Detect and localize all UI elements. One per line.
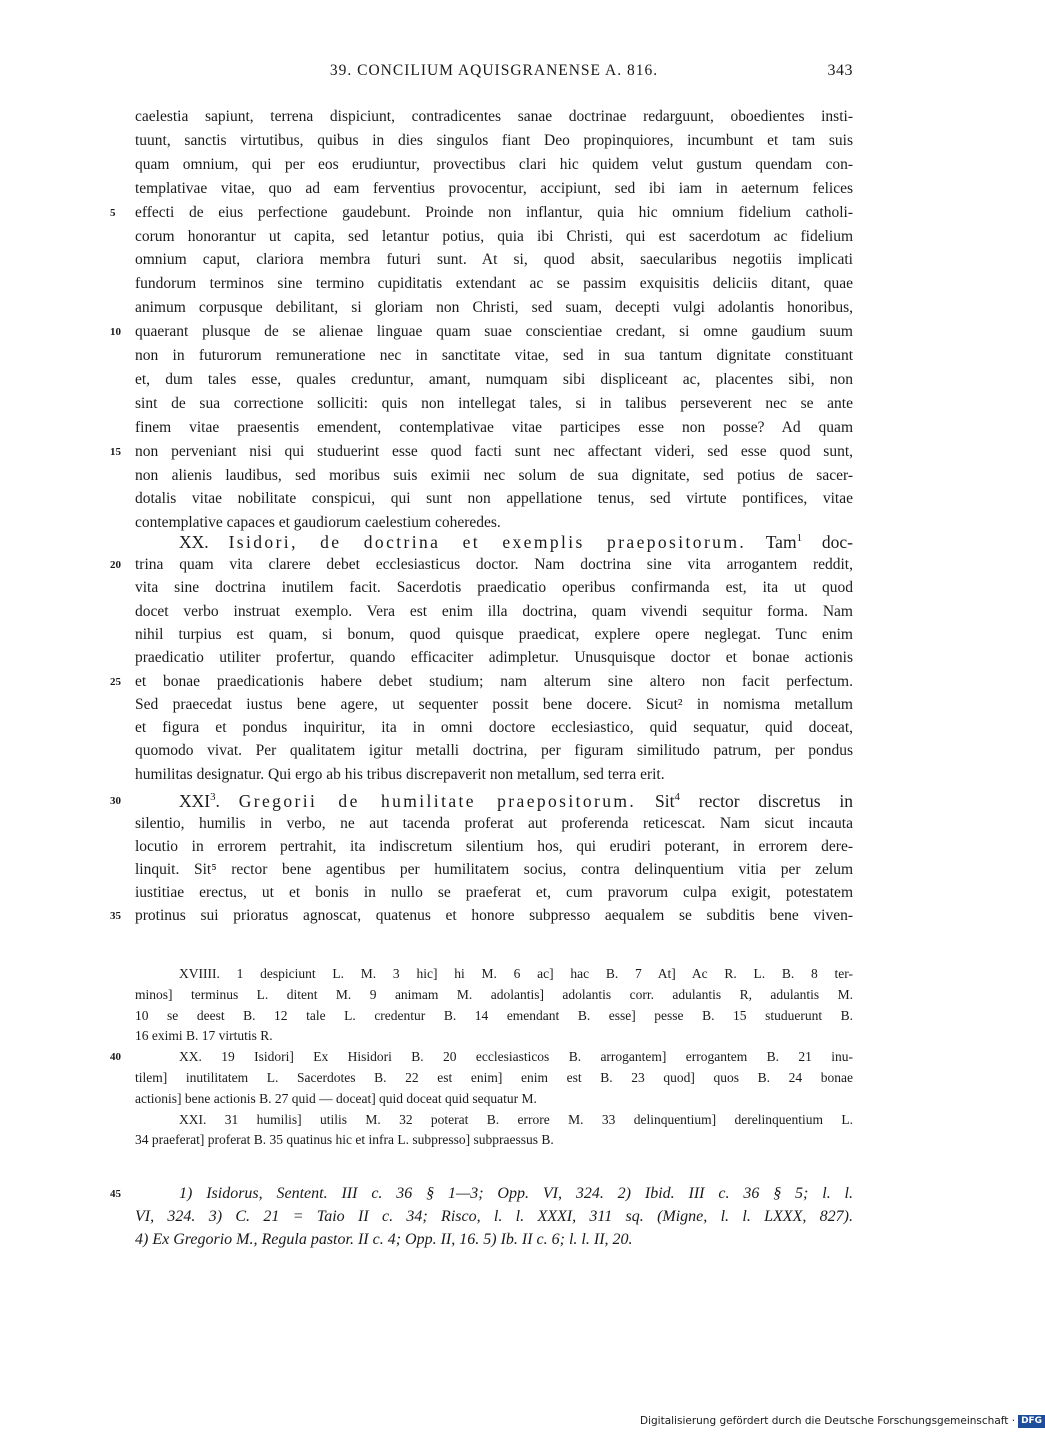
- text-line: tuunt, sanctis virtutibus, quibus in dies singulos fiant Deo propinquiores, incumbunt et tam suis: [135, 131, 853, 149]
- section-title: Isidori, de doctrina et exemplis praepositorum.: [228, 532, 747, 552]
- apparatus-line: 34 praeferat] proferat B. 35 quatinus hic et infra L. subpresso] subpraessus B.: [135, 1132, 554, 1148]
- text-line: iustitiae erectus, ut et bonis in nullo se praeferat et, cum pravorum culpa exigit, potestatem: [135, 884, 853, 901]
- footnote-line: VI, 324. 3) C. 21 = Taio II c. 34; Risco, l. l. XXXI, 311 sq. (Migne, l. l. LXXX, 827).: [135, 1207, 853, 1225]
- text-line: docet verbo instruat exemplo. Vera est enim illa doctrina, quam vivendi sequitur forma. Nam: [135, 602, 853, 620]
- text-line: sint de sua correctione solliciti: quis non intellegat tales, si in talibus perseverent nec se ante: [135, 394, 853, 412]
- apparatus-line: XXI. 31 humilis] utilis M. 32 poterat B. errore M. 33 delinquentium] derelinquentium L.: [179, 1111, 853, 1127]
- page-number: 343: [827, 62, 853, 79]
- footnote-line: 4) Ex Gregorio M., Regula pastor. II c. 4; Opp. II, 16. 5) Ib. II c. 6; l. l. II, 20.: [135, 1230, 633, 1248]
- section-number: XX.: [179, 532, 209, 552]
- line-number: 45: [110, 1188, 121, 1200]
- text-line: quomodo vivat. Per qualitatem igitur metalli doctrina, per figuram similitudo patrum, per pondus: [135, 742, 853, 760]
- apparatus-line: 16 eximi B. 17 virtutis R.: [135, 1028, 273, 1044]
- text-line: humilitas designatur. Qui ergo ab his tribus discrepaverit non metallum, sed terra erit.: [135, 765, 665, 783]
- text-line: fundorum terminos sine termino cupiditatis extendant ac se passim exquisitis deliciis ditant, quae: [135, 275, 853, 293]
- section-heading-line: XXI$^3$. Gregorii de humilitate praepositorum. Sit$^4$ rector discretus in: [135, 790, 853, 812]
- footnote-ref: 1: [796, 532, 802, 545]
- text-line: dotalis vitae nobilitate conspicui, qui sunt non appellatione tenus, sed virtute pontifices, vitae: [135, 490, 853, 508]
- text-line: animum corpusque debilitant, si gloriam non Christi, sed suam, decepti vulgi adolantis honoribus,: [135, 299, 853, 317]
- text-line: caelestia sapiunt, terrena dispiciunt, contradicentes sanae doctrinae redarguunt, oboedientes insti-: [135, 108, 853, 125]
- apparatus-line: XX. 19 Isidori] Ex Hisidori B. 20 ecclesiasticos B. arrogantem] errogantem B. 21 inu-: [179, 1049, 853, 1065]
- text-line: finem vitae praesentis emendent, contemplativae vitae participes esse non posse? Ad quam: [135, 418, 853, 436]
- text-line: non alienis laudibus, sed moribus suis eximii nec solum de sua dignitate, sed potius de sacer-: [135, 466, 853, 484]
- line-number: 5: [110, 206, 116, 219]
- text-line: non perveniant nisi qui studuerint esse quod facti sunt nec affectant videri, sed esse quod sunt,: [135, 442, 853, 460]
- line-number: 10: [110, 326, 121, 339]
- section-text-start: Tam: [765, 532, 797, 552]
- line-number: 40: [110, 1051, 121, 1064]
- section-text-start: Sit: [655, 791, 675, 811]
- section-text-continuation: rector discretus in: [698, 791, 854, 811]
- apparatus-line: actionis] bene actionis B. 27 quid — doceat] quid doceat quid sequatur M.: [135, 1090, 537, 1106]
- line-number: 25: [110, 675, 121, 688]
- text-line: Sed praecedat iustus bene agere, ut sequenter possit bene docere. Sicut² in nomisma metallum: [135, 695, 853, 713]
- apparatus-line: XVIIII. 1 despiciunt L. M. 3 hic] hi M. 6 ac] hac B. 7 At] Ac R. L. B. 8 ter-: [179, 966, 853, 981]
- text-line: et figura et pondus inquiritur, ita in omni doctore ecclesiastico, quid sequatur, quid doceat,: [135, 719, 853, 737]
- text-line: non in futurorum remuneratione nec in sanctitate vitae, sed in sua tantum dignitate constituant: [135, 347, 853, 364]
- section-number: XXI: [179, 791, 211, 811]
- text-line: templativae vitae, quo ad eam ferventius provocentur, accipiunt, sed ibi iam in aeternum felices: [135, 179, 853, 197]
- text-line: quaerant plusque de se alienae linguae quam suae conscientiae credant, si omne gaudium suum: [135, 323, 853, 341]
- text-line: contemplative capaces et gaudiorum caelestium coheredes.: [135, 514, 501, 532]
- text-line: locutio in errorem pertrahit, ita indiscretum silentium hos, qui erudiri poterant, in errorem dere-: [135, 838, 853, 855]
- text-line: omnium caput, clariora membra futuri sunt. At si, quod absit, saecularibus negotiis implicati: [135, 251, 853, 269]
- line-number: 20: [110, 559, 121, 571]
- apparatus-line: tilem] inutilitatem L. Sacerdotes B. 22 est enim] enim est B. 23 quod] quos B. 24 bonae: [135, 1070, 853, 1085]
- section-heading-line: [135, 531, 853, 553]
- dfg-logo: DFG: [1018, 1415, 1045, 1428]
- text-line: praedicatio utiliter profertur, quando efficaciter adimpletur. Unusquisque doctor et bonae actionis: [135, 649, 853, 667]
- footnote-line: 1) Isidorus, Sentent. III c. 36 § 1—3; Opp. VI, 324. 2) Ibid. III c. 36 § 5; l. l.: [179, 1185, 853, 1202]
- text-line: protinus sui prioratus agnoscat, quatenus et honore subpresso aequalem se subditis bene viven-: [135, 907, 853, 924]
- apparatus-line: 10 se deest B. 12 tale L. credentur B. 14 emendant B. esse] pesse B. 15 studuerunt B.: [135, 1007, 853, 1023]
- line-number: 30: [110, 795, 121, 807]
- text-line: corum honorantur ut capita, sed letantur potius, quia ibi Christi, qui est sacerdotum ac fidelium: [135, 227, 853, 245]
- line-number: 15: [110, 445, 121, 458]
- line-number: 35: [110, 910, 121, 922]
- digitization-credit: [640, 1411, 1043, 1431]
- running-title: 39. CONCILIUM AQUISGRANENSE A. 816.: [329, 62, 659, 79]
- text-line: et bonae praedicationis habere debet studium; nam alterum sine altero non facit perfectum.: [135, 672, 853, 690]
- text-line: nihil turpius est quam, si bonum, quod quisque praedicat, explere opere neglegat. Tunc enim: [135, 625, 853, 643]
- text-line: trina quam vita clarere debet ecclesiasticus doctor. Nam doctrina sine vita arrogantem reddit,: [135, 556, 853, 573]
- footnote-ref: 4: [674, 791, 680, 804]
- text-line: quam omnium, qui per eos erudiuntur, provectibus clari hic quidem velut gustum quendam con-: [135, 155, 853, 173]
- text-line: silentio, humilis in verbo, ne aut tacenda proferat aut proferenda reticescat. Nam sicut incauta: [135, 815, 853, 832]
- footnote-ref: 3: [210, 791, 216, 804]
- running-header: [135, 62, 853, 90]
- section-text-continuation: doc-: [821, 532, 854, 552]
- credit-text: Digitalisierung gefördert durch die Deutsche Forschungsgemeinschaft ·: [640, 1415, 1016, 1427]
- text-line: et, dum tales esse, quales creduntur, amant, numquam sibi displiceant ac, placentes sibi, non: [135, 370, 853, 388]
- text-line: linquit. Sit⁵ rector bene agentibus per humilitatem socius, contra delinquentium vitia per zelum: [135, 861, 853, 878]
- apparatus-line: minos] terminus L. ditent M. 9 animam M. adolantis] adolantis corr. adulantis R, adulantis M.: [135, 986, 853, 1002]
- text-line: vita sine doctrina inutilem facit. Sacerdotis praedicatio operibus confirmanda est, ita ut quod: [135, 579, 853, 597]
- section-title: Gregorii de humilitate praepositorum.: [238, 791, 637, 811]
- text-line: effecti de eius perfectione gaudebunt. Proinde non inflantur, quia hic omnium fidelium catholi-: [135, 203, 853, 221]
